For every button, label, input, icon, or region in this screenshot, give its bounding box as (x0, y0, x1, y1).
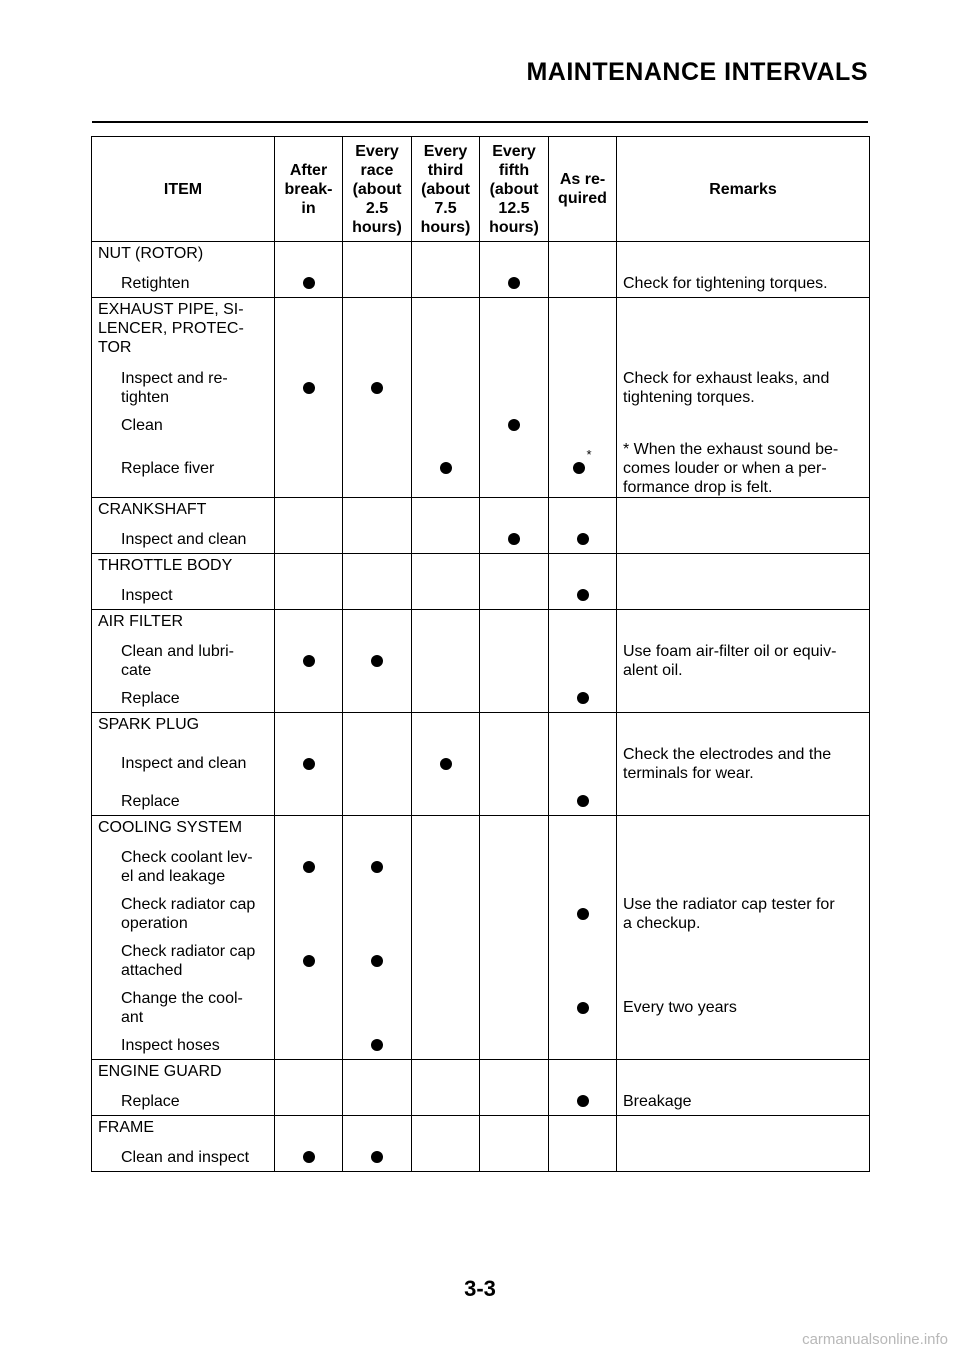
page-title: MAINTENANCE INTERVALS (526, 58, 868, 86)
remark-text: Check for tightening torques. (623, 274, 828, 292)
mark-slot (412, 439, 479, 497)
filled-circle-icon (577, 795, 589, 807)
mark-slot (549, 684, 616, 712)
item-label: Check radiator cap operation (121, 895, 256, 932)
section-title: ENGINE GUARD (98, 1063, 222, 1080)
interval-cell (549, 610, 617, 713)
remark-text (617, 787, 869, 815)
remarks-cell (617, 298, 870, 498)
interval-cell (412, 1116, 480, 1172)
mark-slot (412, 411, 479, 439)
watermark: carmanualsonline.info (802, 1331, 948, 1348)
item-label: Inspect hoses (121, 1036, 220, 1054)
section-title: COOLING SYSTEM (98, 819, 243, 836)
remark-text (617, 581, 869, 609)
mark-slot (275, 1031, 342, 1059)
interval-cell (343, 713, 412, 816)
interval-cell (343, 242, 412, 298)
section-title: THROTTLE BODY (98, 557, 233, 574)
mark-slot (480, 411, 548, 439)
interval-cell (343, 1116, 412, 1172)
interval-cell (412, 610, 480, 713)
col-header-as-required: As re- quired (549, 137, 617, 242)
mark-slot (275, 1143, 342, 1171)
mark-slot (549, 1087, 616, 1115)
interval-cell (549, 713, 617, 816)
item-label: Inspect and re- tighten (121, 369, 228, 406)
item-label: Retighten (121, 274, 190, 292)
maintenance-table (91, 136, 870, 1172)
mark-slot (549, 411, 616, 439)
mark-slot (343, 890, 411, 937)
table-row (92, 498, 870, 554)
section-title: SPARK PLUG (98, 716, 200, 733)
mark-slot (480, 637, 548, 684)
mark-slot (549, 890, 616, 937)
table-row (92, 1060, 870, 1116)
filled-circle-icon (371, 1039, 383, 1051)
remarks-cell (617, 713, 870, 816)
interval-cell (343, 298, 412, 498)
item-cell (92, 498, 275, 554)
mark-slot (275, 411, 342, 439)
item-label: Check coolant lev- el and leakage (121, 848, 253, 885)
remark-text: * When the exhaust sound be- comes louder or when a per- formance drop is felt. (623, 440, 839, 496)
mark-slot (549, 525, 616, 553)
mark-slot (412, 787, 479, 815)
filled-circle-icon (577, 692, 589, 704)
mark-slot (480, 787, 548, 815)
mark-slot (343, 740, 411, 787)
remark-text: Every two years (623, 999, 737, 1016)
remark-text: Check the electrodes and the terminals for wear. (623, 745, 832, 782)
mark-slot (275, 1087, 342, 1115)
mark-slot (549, 787, 616, 815)
mark-slot (480, 525, 548, 553)
interval-cell (480, 1060, 549, 1116)
interval-cell (412, 242, 480, 298)
filled-circle-icon (371, 955, 383, 967)
interval-cell (480, 610, 549, 713)
mark-slot (343, 269, 411, 297)
filled-circle-icon (371, 655, 383, 667)
remarks-cell (617, 1116, 870, 1172)
mark-slot (480, 984, 548, 1031)
item-label: Replace (121, 792, 180, 810)
interval-cell (412, 816, 480, 1060)
interval-cell (275, 498, 343, 554)
mark-slot (480, 937, 548, 984)
table-row (92, 298, 870, 498)
mark-slot (343, 787, 411, 815)
mark-slot (412, 269, 479, 297)
mark-slot (343, 984, 411, 1031)
remark-text (617, 411, 869, 439)
filled-circle-icon (577, 908, 589, 920)
mark-slot (412, 937, 479, 984)
mark-slot (480, 1031, 548, 1059)
remark-text (617, 937, 869, 984)
mark-slot (343, 364, 411, 411)
mark-slot (412, 525, 479, 553)
mark-slot (480, 843, 548, 890)
mark-slot (275, 740, 342, 787)
remark-text (617, 1143, 869, 1171)
remark-text: Use the radiator cap tester for a checkup. (623, 895, 835, 932)
filled-circle-icon (577, 533, 589, 545)
table-row (92, 816, 870, 1060)
col-header-every-race: Every race (about 2.5 hours) (343, 137, 412, 242)
section-title: AIR FILTER (98, 613, 184, 630)
col-header-every-third: Every third (about 7.5 hours) (412, 137, 480, 242)
filled-circle-icon (303, 861, 315, 873)
mark-slot (412, 684, 479, 712)
mark-slot (549, 1031, 616, 1059)
col-header-remarks: Remarks (617, 137, 870, 242)
mark-slot (412, 890, 479, 937)
remark-text (617, 843, 869, 890)
mark-slot (275, 890, 342, 937)
interval-cell (412, 713, 480, 816)
interval-cell (275, 610, 343, 713)
interval-cell (343, 498, 412, 554)
interval-cell (275, 298, 343, 498)
interval-cell (412, 298, 480, 498)
mark-slot (549, 984, 616, 1031)
mark-slot (275, 525, 342, 553)
interval-cell (480, 554, 549, 610)
mark-slot (412, 637, 479, 684)
interval-cell (480, 298, 549, 498)
filled-circle-icon (303, 655, 315, 667)
col-header-every-fifth: Every fifth (about 12.5 hours) (480, 137, 549, 242)
mark-slot (480, 740, 548, 787)
mark-slot (412, 843, 479, 890)
table-row (92, 554, 870, 610)
mark-slot (275, 684, 342, 712)
filled-circle-icon (371, 861, 383, 873)
filled-circle-icon (508, 277, 520, 289)
mark-slot (343, 439, 411, 497)
item-cell (92, 713, 275, 816)
filled-circle-icon (573, 462, 585, 474)
mark-slot (549, 364, 616, 411)
interval-cell (480, 1116, 549, 1172)
mark-slot (275, 937, 342, 984)
filled-circle-icon (303, 277, 315, 289)
interval-cell (343, 1060, 412, 1116)
interval-cell (549, 498, 617, 554)
remarks-cell (617, 816, 870, 1060)
mark-slot (480, 684, 548, 712)
filled-circle-icon (303, 758, 315, 770)
col-header-item: ITEM (92, 137, 275, 242)
interval-cell (549, 242, 617, 298)
item-label: Replace (121, 1092, 180, 1110)
mark-slot (549, 269, 616, 297)
interval-cell (412, 1060, 480, 1116)
page-number: 3-3 (464, 1276, 496, 1301)
mark-slot (275, 787, 342, 815)
mark-slot (412, 740, 479, 787)
remark-text (617, 1031, 869, 1059)
section-title: FRAME (98, 1119, 154, 1136)
mark-slot (549, 581, 616, 609)
mark-slot (343, 1087, 411, 1115)
interval-cell (343, 816, 412, 1060)
mark-slot (480, 1087, 548, 1115)
mark-slot (549, 937, 616, 984)
item-label: Inspect and clean (121, 755, 247, 772)
filled-circle-icon (303, 382, 315, 394)
item-cell (92, 298, 275, 498)
mark-slot (343, 684, 411, 712)
item-label: Replace fiver (121, 459, 215, 477)
interval-cell (343, 610, 412, 713)
table-row (92, 713, 870, 816)
mark-slot (549, 1143, 616, 1171)
mark-slot (343, 1143, 411, 1171)
mark-slot (275, 269, 342, 297)
interval-cell (549, 298, 617, 498)
title-rule (92, 121, 868, 123)
mark-slot (412, 364, 479, 411)
filled-circle-icon (303, 955, 315, 967)
item-cell (92, 554, 275, 610)
footnote-marker: * (586, 447, 592, 462)
filled-circle-icon (371, 1151, 383, 1163)
remarks-cell (617, 242, 870, 298)
remark-text: Use foam air-filter oil or equiv- alent oil. (623, 642, 837, 679)
interval-cell (275, 242, 343, 298)
item-label: Inspect (121, 586, 173, 604)
mark-slot (480, 439, 548, 497)
filled-circle-icon (508, 533, 520, 545)
mark-slot (275, 984, 342, 1031)
item-label: Clean and inspect (121, 1148, 250, 1166)
mark-slot (480, 269, 548, 297)
mark-slot (275, 637, 342, 684)
remark-text (617, 684, 869, 712)
filled-circle-icon (303, 1151, 315, 1163)
table-header-row (92, 137, 870, 242)
interval-cell (343, 554, 412, 610)
interval-cell (275, 816, 343, 1060)
section-title: EXHAUST PIPE, SI- LENCER, PROTEC- TOR (98, 301, 244, 356)
mark-slot (343, 937, 411, 984)
mark-slot (343, 1031, 411, 1059)
mark-slot (480, 890, 548, 937)
table-row (92, 1116, 870, 1172)
filled-circle-icon (440, 758, 452, 770)
interval-cell (412, 498, 480, 554)
mark-slot (549, 439, 616, 497)
mark-slot (480, 581, 548, 609)
mark-slot (343, 525, 411, 553)
interval-cell (275, 713, 343, 816)
table-row (92, 242, 870, 298)
filled-circle-icon (440, 462, 452, 474)
mark-slot (412, 1143, 479, 1171)
item-label: Check radiator cap attached (121, 942, 256, 979)
interval-cell (480, 498, 549, 554)
mark-slot (343, 637, 411, 684)
remark-text: Check for exhaust leaks, and tightening torques. (623, 369, 830, 406)
mark-slot (343, 581, 411, 609)
item-label: Clean (121, 416, 163, 434)
interval-cell (549, 554, 617, 610)
interval-cell (549, 1060, 617, 1116)
interval-cell (480, 242, 549, 298)
section-title: NUT (ROTOR) (98, 245, 204, 262)
interval-cell (549, 1116, 617, 1172)
mark-slot (480, 364, 548, 411)
mark-slot (412, 1031, 479, 1059)
mark-slot (412, 984, 479, 1031)
remarks-cell (617, 554, 870, 610)
mark-slot (549, 740, 616, 787)
mark-slot (549, 637, 616, 684)
filled-circle-icon (577, 589, 589, 601)
mark-slot (343, 411, 411, 439)
filled-circle-icon (371, 382, 383, 394)
remarks-cell (617, 610, 870, 713)
remark-text: Breakage (623, 1092, 692, 1110)
mark-slot (480, 1143, 548, 1171)
mark-slot (275, 581, 342, 609)
filled-circle-icon (508, 419, 520, 431)
mark-slot (275, 364, 342, 411)
interval-cell (480, 713, 549, 816)
filled-circle-icon (577, 1002, 589, 1014)
mark-slot (275, 439, 342, 497)
interval-cell (275, 1060, 343, 1116)
interval-cell (549, 816, 617, 1060)
item-cell (92, 1116, 275, 1172)
remarks-cell (617, 498, 870, 554)
remark-text (617, 525, 869, 553)
interval-cell (480, 816, 549, 1060)
mark-slot (343, 843, 411, 890)
interval-cell (275, 1116, 343, 1172)
remarks-cell (617, 1060, 870, 1116)
col-header-after-break-in: After break- in (275, 137, 343, 242)
item-label: Clean and lubri- cate (121, 642, 234, 679)
interval-cell (412, 554, 480, 610)
item-cell (92, 242, 275, 298)
mark-slot (549, 843, 616, 890)
item-cell (92, 610, 275, 713)
item-label: Change the cool- ant (121, 989, 243, 1026)
item-label: Replace (121, 689, 180, 707)
mark-slot (275, 843, 342, 890)
mark-slot (412, 581, 479, 609)
table-row (92, 610, 870, 713)
mark-slot (412, 1087, 479, 1115)
item-cell (92, 1060, 275, 1116)
item-label: Inspect and clean (121, 530, 247, 548)
filled-circle-icon (577, 1095, 589, 1107)
item-cell (92, 816, 275, 1060)
interval-cell (275, 554, 343, 610)
section-title: CRANKSHAFT (98, 501, 207, 518)
